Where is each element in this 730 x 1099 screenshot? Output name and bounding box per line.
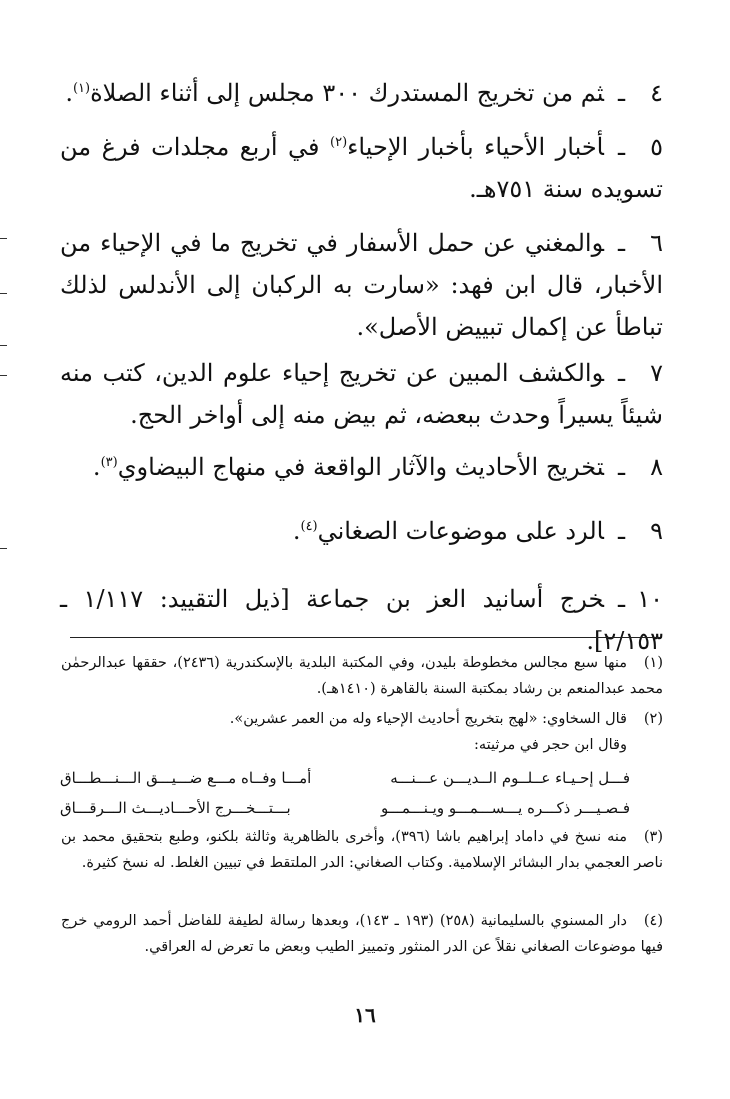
footnote-number: (٤) [643, 913, 663, 929]
verse-first-half: فـــل إحـيـاء عــلــوم الــديـــن عـــنـــه [390, 769, 630, 787]
footnote [61, 824, 663, 876]
item-text: والمغني عن حمل الأسفار في تخريج ما في الإحياء من الأخبار، قال ابن فهد: «سارت به الركبان إلى الأندلس لذلك تباطأ عن إكمال تبييض الأصل». [60, 229, 663, 341]
footnote-text: قال السخاوي: «لهج بتخريج أحاديث الإحياء وله من العمر عشرين». [229, 711, 627, 727]
list-item: ٧ـوالكشف المبين عن تخريج إحياء علوم الدين، كتب منه شيئاً يسيراً وحدث ببعضه، ثم بيض منه إلى أواخر الحج. [60, 352, 663, 436]
margin-mark [0, 238, 7, 239]
item-text: أخبار الأحياء بأخبار الإحياء [347, 133, 604, 161]
footnote-ref[interactable]: (٤) [300, 519, 318, 534]
item-number: ٩ [650, 517, 663, 545]
footnote-ref[interactable]: (١) [72, 81, 91, 96]
list-item: ٩ـالرد على موضوعات الصغاني$^{(٤)}$. [60, 510, 663, 552]
item-text: والكشف المبين عن تخريج إحياء علوم الدين، كتب منه شيئاً يسيراً وحدث ببعضه، ثم بيض منه إلى أواخر الحج. [60, 359, 663, 429]
footnote [61, 650, 663, 702]
footnote-divider [70, 637, 660, 638]
item-number: ٨ [650, 453, 663, 481]
verse-first-half: فـصـيـــر ذكـــره يـــســـمـــو ويـنـــمـــو [380, 799, 630, 817]
footnote [61, 908, 663, 960]
item-number: ٥ [650, 133, 663, 161]
verse-second-half: بـــتـــخـــرج الأحـــاديـــث الـــرقـــاق [60, 799, 291, 817]
item-number: ١٠ [637, 585, 663, 613]
margin-mark [0, 345, 7, 346]
list-item: ١٠ـخرج أسانيد العز بن جماعة [ذيل التقييد: ١/١١٧ ـ ٢/١٥٣]. [60, 578, 663, 662]
item-number: ٦ [650, 229, 663, 257]
item-number: ٤ [650, 79, 663, 107]
footnote-text: منه نسخ في داماد إبراهيم باشا (٣٩٦)، وأخرى بالظاهرية وثالثة بلكنو، وطبع بتحقيق محمد بن ناصر العجمي بدار البشائر الإسلامية. وكتاب الصغاني: الدر الملتقط في تبيين الغلط. له نسخ كثيرة. [61, 829, 663, 871]
item-text: خرج أسانيد العز بن جماعة [ذيل التقييد: ١/١١٧ ـ ٢/١٥٣]. [60, 585, 663, 655]
footnote-text-line: وقال ابن حجر في مرثيته: [474, 737, 627, 753]
footnote-text: منها سبع مجالس مخطوطة بليدن، وفي المكتبة البلدية بالإسكندرية (٢٤٣٦)، حققها عبدالرحمٰن محمد عبدالمنعم بن رشاد بمكتبة السنة بالقاهرة (١٤١٠هـ). [61, 655, 663, 697]
margin-mark [0, 375, 7, 376]
margin-mark [0, 293, 7, 294]
footnote-number: (١) [643, 655, 664, 671]
poem-verse [60, 764, 630, 792]
footnote-number: (٣) [643, 829, 663, 845]
footnote-ref[interactable]: (٢) [330, 135, 348, 150]
item-text: ثم من تخريج المستدرك ٣٠٠ مجلس إلى أثناء الصلاة [90, 79, 604, 107]
footnote-text: دار المسنوي بالسليمانية (٢٥٨) (١٩٣ ـ ١٤٣)، وبعدها رسالة لطيفة للفاضل أحمد الرومي خرج فيها موضوعات الصغاني نقلاً عن الدر المنثور وتمييز الطيب وبعض ما تعرض له العراقي. [61, 913, 663, 955]
list-item: ٦ـوالمغني عن حمل الأسفار في تخريج ما في الإحياء من الأخبار، قال ابن فهد: «سارت به الركبان إلى الأندلس لذلك تباطأ عن إكمال تبييض الأصل». [60, 222, 663, 348]
verse-second-half: أمـــا وفــاه مـــع ضـــيـــق الـــنـــطـــاق [60, 769, 312, 787]
item-text: الرد على موضوعات الصغاني [317, 517, 604, 545]
list-item: ٤ـثم من تخريج المستدرك ٣٠٠ مجلس إلى أثناء الصلاة$^{(١)}$. [60, 72, 663, 114]
footnote-ref[interactable]: (٣) [100, 455, 118, 470]
footnote-number: (٢) [643, 711, 663, 727]
margin-mark [0, 548, 7, 549]
item-text: تخريج الأحاديث والآثار الواقعة في منهاج البيضاوي [117, 453, 604, 481]
list-item: ٥ـأخبار الأحياء بأخبار الإحياء$^{(٢)}$ في أربع مجلدات فرغ من تسويده سنة ٧٥١هـ. [60, 126, 663, 210]
page-number: ١٦ [354, 1003, 376, 1027]
item-number: ٧ [650, 359, 663, 387]
footnote [61, 706, 663, 758]
poem-verse [60, 794, 630, 822]
list-item: ٨ـتخريج الأحاديث والآثار الواقعة في منهاج البيضاوي$^{(٣)}$. [60, 446, 663, 488]
